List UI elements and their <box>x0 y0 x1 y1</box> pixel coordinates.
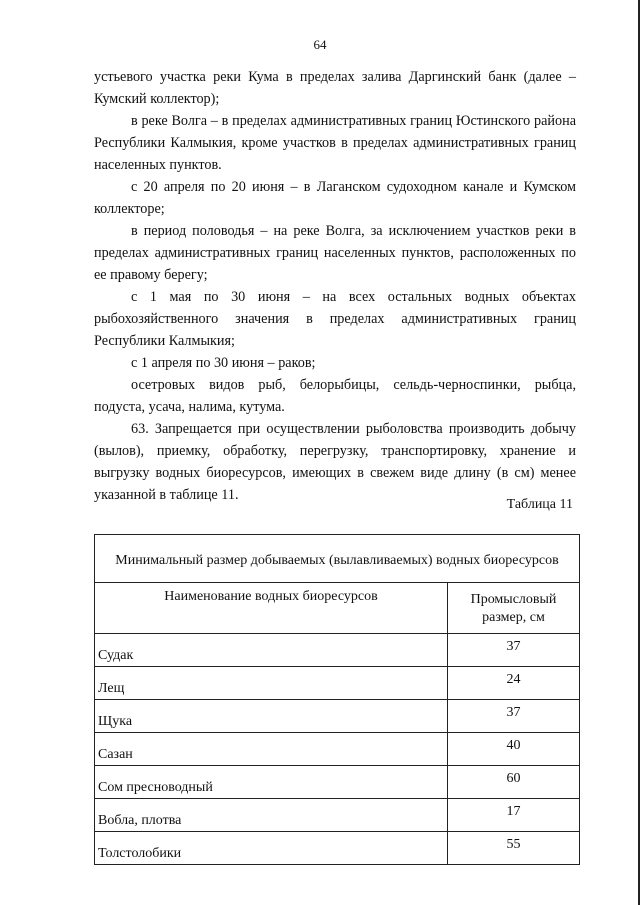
column-header-size: Промысловый размер, см <box>448 583 580 634</box>
species-size: 24 <box>448 667 580 700</box>
species-size: 17 <box>448 799 580 832</box>
paragraph: с 1 апреля по 30 июня – раков; <box>131 355 316 371</box>
paragraph: 63. Запрещается при осуществлении рыболовства производить добычу (вылов), приемку, обработку, перегрузку, транспортировку, хранение и выгрузку водных биоресурсов, имеющих в свежем виде длину (в см) менее указанной в таблице 11. <box>94 421 576 503</box>
species-size: 37 <box>448 700 580 733</box>
species-size: 37 <box>448 634 580 667</box>
paragraph: в реке Волга – в пределах административных границ Юстинского района Республики Калмыкия, кроме участков в пределах административных границ населенных пунктов. <box>94 113 576 173</box>
table-row <box>95 832 580 865</box>
species-name: Толстолобики <box>95 832 448 865</box>
table-row <box>95 700 580 733</box>
species-name: Сазан <box>95 733 448 766</box>
species-size: 60 <box>448 766 580 799</box>
species-name: Сом пресноводный <box>95 766 448 799</box>
species-name: Судак <box>95 634 448 667</box>
paragraph: с 1 мая по 30 июня – на всех остальных водных объектах рыбохозяйственного значения в пределах административных границ Республики Калмыкия; <box>94 289 576 349</box>
body-text <box>94 66 576 506</box>
species-size: 40 <box>448 733 580 766</box>
page-number: 64 <box>313 37 327 52</box>
column-header-name: Наименование водных биоресурсов <box>95 583 448 634</box>
table-title: Минимальный размер добываемых (вылавливаемых) водных биоресурсов <box>95 535 580 583</box>
table-header-row <box>95 583 580 634</box>
table-row <box>95 634 580 667</box>
paragraph: осетровых видов рыб, белорыбицы, сельдь-черноспинки, рыбца, подуста, усача, налима, кутума. <box>94 377 576 415</box>
paragraph: устьевого участка реки Кума в пределах залива Даргинский банк (далее – Кумский коллектор); <box>94 69 576 107</box>
table-row <box>95 766 580 799</box>
table-title-row <box>95 535 580 583</box>
paragraph: в период половодья – на реке Волга, за исключением участков реки в пределах административных границ населенных пунктов, расположенных по ее правому берегу; <box>94 223 576 283</box>
paragraph: с 20 апреля по 20 июня – в Лаганском судоходном канале и Кумском коллекторе; <box>94 179 576 217</box>
species-name: Щука <box>95 700 448 733</box>
species-name: Вобла, плотва <box>95 799 448 832</box>
table-row <box>95 667 580 700</box>
species-name: Лещ <box>95 667 448 700</box>
min-size-table <box>94 534 580 865</box>
table-row <box>95 799 580 832</box>
species-size: 55 <box>448 832 580 865</box>
table-caption: Таблица 11 <box>506 497 573 512</box>
table-row <box>95 733 580 766</box>
